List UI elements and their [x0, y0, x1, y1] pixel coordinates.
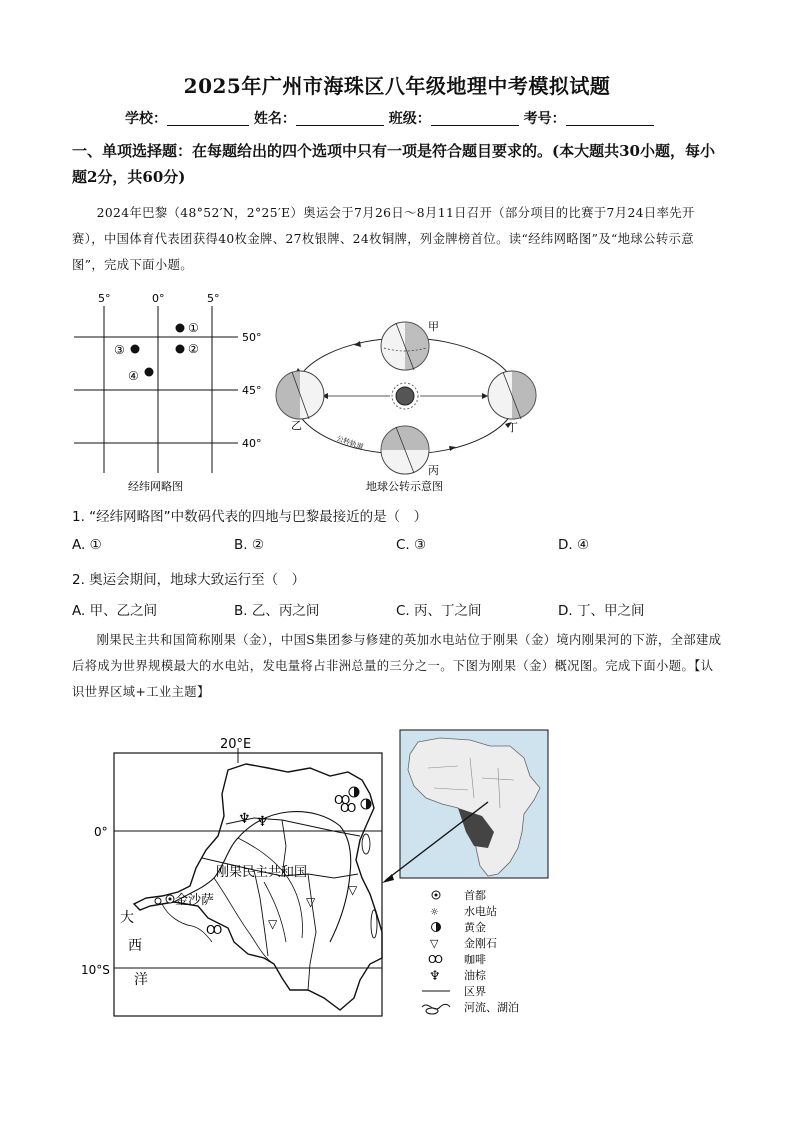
- orbit-caption: 地球公转示意图: [366, 480, 443, 493]
- class-blank: [431, 111, 519, 126]
- passage-paris-olympics: 2024年巴黎（48°52′N，2°25′E）奥运会于7月26日～8月11日召开（部分项目的比赛于7月24日率先开赛），中国体育代表团获得40枚金牌、27枚银牌、24枚铜牌，列金牌榜首位。读“经纬网略图”及“地球公转示意图”，完成下面小题。: [72, 206, 695, 272]
- diamond-icon: ▽: [306, 895, 316, 909]
- exam-number-blank: [566, 111, 654, 126]
- point-2-dot: [176, 345, 185, 354]
- class-label: 班级：: [388, 111, 431, 127]
- legend-capital-label: 首都: [464, 889, 486, 902]
- map-legend: [422, 888, 519, 1014]
- section-heading: 一、单项选择题：在每题给出的四个选项中只有一项是符合题目要求的。(本大题共30小题，每小题2分，共60分): [72, 142, 715, 186]
- legend-river-label: 河流、湖泊: [464, 1001, 519, 1014]
- country-label: 刚果民主共和国: [216, 865, 308, 880]
- q2-option-b[interactable]: B. 乙、丙之间: [234, 603, 320, 619]
- school-label: 学校：: [125, 111, 167, 127]
- point-1-dot: [176, 324, 185, 333]
- legend-hydropower-label: 水电站: [464, 905, 497, 918]
- q2-option-a[interactable]: A. 甲、乙之间: [72, 603, 158, 619]
- q1-option-a[interactable]: A. ①: [72, 537, 102, 553]
- name-blank: [296, 111, 384, 126]
- legend-palm-icon: ♆: [429, 969, 441, 984]
- legend-hydropower-icon: ☼: [430, 907, 439, 918]
- q1-option-d[interactable]: D. ④: [558, 537, 590, 553]
- svg-text:Ꝏ: Ꝏ: [206, 923, 223, 937]
- label-ding: 丁: [507, 421, 518, 434]
- point-3-dot: [131, 345, 140, 354]
- question-1-stem: 1. “经纬网略图”中数码代表的四地与巴黎最接近的是（ ）: [72, 509, 428, 525]
- point-1-label: ①: [188, 321, 199, 335]
- legend-coffee-label: 咖啡: [464, 953, 486, 966]
- label-bing: 丙: [428, 464, 439, 477]
- q2-option-d[interactable]: D. 丁、甲之间: [558, 603, 645, 619]
- lon-label-0: 0°: [152, 292, 165, 305]
- graticule-caption: 经纬网略图: [128, 480, 183, 493]
- graticule-map: [74, 292, 262, 493]
- palm-icon: ♆: [238, 811, 251, 827]
- passage-congo: 刚果民主共和国简称刚果（金），中国S集团参与修建的英加水电站位于刚果（金）境内刚果河的下游，全部建成后将成为世界规模最大的水电站，发电量将占非洲总量的三分之一。下图为刚果（金）概况图。完成下面小题。【认识世界区域+工业主题】: [72, 633, 722, 699]
- student-info-line: [125, 108, 654, 128]
- palm-icon: ♆: [256, 814, 269, 830]
- diamond-icon: ▽: [268, 917, 278, 931]
- legend-gold-label: 黄金: [464, 921, 486, 934]
- lat-label-45: 45°: [242, 384, 262, 397]
- svg-text:Ꝏ: Ꝏ: [340, 801, 357, 815]
- legend-coffee-icon: Ꝏ: [428, 953, 443, 966]
- legend-palm-label: 油棕: [464, 969, 486, 982]
- earth-ding: [488, 371, 536, 434]
- orbit-label: 公转轨道: [335, 434, 365, 452]
- svg-text:Ꝏ: Ꝏ: [334, 793, 351, 807]
- earth-bing: [381, 426, 439, 477]
- lat-label-10s: 10°S: [81, 963, 110, 977]
- diamond-icon: ▽: [348, 883, 358, 897]
- point-4-label: ④: [128, 369, 139, 383]
- lon-label-w5: 5°: [98, 292, 111, 305]
- earth-yi: [276, 371, 324, 432]
- figures-row-1: [60, 288, 560, 498]
- legend-boundary-label: 区界: [464, 985, 486, 998]
- capital-label: 金沙萨: [175, 893, 215, 908]
- ocean-label-3: 洋: [134, 972, 148, 988]
- label-jia: 甲: [428, 320, 439, 333]
- lat-label-50: 50°: [242, 331, 262, 344]
- school-blank: [167, 111, 249, 126]
- sun-icon: [396, 387, 414, 405]
- lat-label-0: 0°: [94, 825, 108, 839]
- earth-jia: [381, 320, 439, 370]
- congo-map-figure: [78, 728, 558, 1028]
- point-3-label: ③: [114, 343, 125, 357]
- q2-option-c[interactable]: C. 丙、丁之间: [396, 603, 482, 619]
- point-2-label: ②: [188, 342, 199, 356]
- question-2-stem: 2. 奥运会期间，地球大致运行至（ ）: [72, 572, 306, 588]
- hydropower-icon: [155, 898, 161, 904]
- label-yi: 乙: [291, 419, 302, 432]
- lon-label-e5: 5°: [207, 292, 220, 305]
- ocean-label-1: 大: [120, 910, 134, 926]
- point-4-dot: [145, 368, 154, 377]
- q1-option-c[interactable]: C. ③: [396, 537, 427, 553]
- lat-label-40: 40°: [242, 437, 262, 450]
- legend-diamond-icon: ▽: [430, 937, 439, 950]
- lon-label-20e: 20°E: [220, 737, 252, 752]
- page-title: 2025年广州市海珠区八年级地理中考模拟试题: [183, 74, 611, 98]
- ocean-label-2: 西: [128, 938, 142, 954]
- q1-option-b[interactable]: B. ②: [234, 537, 264, 553]
- orbit-diagram: [276, 320, 536, 493]
- exam-number-label: 考号：: [523, 111, 566, 127]
- legend-diamond-label: 金刚石: [464, 937, 497, 950]
- name-label: 姓名：: [253, 111, 296, 127]
